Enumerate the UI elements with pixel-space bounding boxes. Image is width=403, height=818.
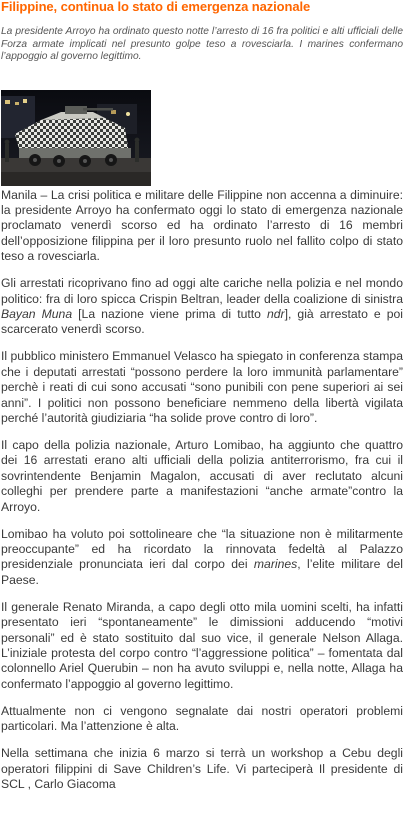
article-title: Filippine, continua lo stato di emergenza nazionale <box>1 0 311 14</box>
article-paragraph-2-text-a: Gli arrestati ricoprivano fino ad oggi alte cariche nella polizia e nel mondo politico: fra di loro spicca Crispin Beltran, leader della coalizione di sinistra <box>1 276 403 306</box>
article-paragraph-2-text-c: [La nazione viene prima di tutto <box>72 306 267 321</box>
article-paragraph-7: Attualmente non ci vengono segnalate dai nostri operatori problemi particolari. Ma l’attenzione è alta. <box>1 703 403 734</box>
article-paragraph-6: Il generale Renato Miranda, a capo degli otto mila uomini scelti, ha infatti presentato ieri “spontaneamente” le dimissioni adducendo “motivi personali” ed è stato sostituito dal suo vice, il generale Nelson Allaga. L’iniziale protesta del corpo contro “l’aggressione politica” – fomentata dal colonnello Ariel Querubin – non ha avuto sviluppi e, nella notte, Allaga ha confermato l’appoggio al governo legittimo. <box>1 599 403 691</box>
marines-term: marines <box>253 557 298 572</box>
article-paragraph-5 <box>1 527 403 589</box>
article-paragraph-2-text-e: ], già arrestato e poi scarcerato venerdì scorso. <box>1 306 403 337</box>
armored-vehicle-night-image <box>1 90 151 186</box>
article-lead: La presidente Arroyo ha ordinato questo notte l’arresto di 16 fra politici e alti ufficiali delle Forza armate implicati nel presunto golpe teso a rovesciarla. I marines confermano l’appoggio al governo legittimo. <box>1 26 403 62</box>
article-paragraph-2 <box>1 276 403 338</box>
article-paragraph-8: Nella settimana che inizia 6 marzo si terrà un workshop a Cebu degli operatori filippini di Save Children’s Life. Vi parteciperà Il presidente di SCL , Carlo Giacoma <box>1 746 403 792</box>
article-paragraph-1: Manila – La crisi politica e militare delle Filippine non accenna a diminuire: la presidente Arroyo ha confermato oggi lo stato di emergenza nazionale proclamato venerdì scorso ed ha ordinato l’arresto di 16 membri dell’opposizione filippina per il loro presunto ruolo nel fallito colpo di stato teso a rovesciarla. <box>1 187 403 264</box>
article-paragraph-4: Il capo della polizia nazionale, Arturo Lomibao, ha aggiunto che quattro dei 16 arrestati erano alti ufficiali della polizia antiterrorismo, fra cui il sovrintendente Benjamin Magalon, accusati di aver reclutato alcuni colleghi per prendere parte a manifestazioni “anche armate”contro la Arroyo. <box>1 437 403 514</box>
coalition-name: Bayan Muna <box>1 306 73 321</box>
article-paragraph-5-text-a: Lomibao ha voluto poi sottolineare che “la situazione non è militarmente preoccupante” ed ha ricordato la rinnovata fedeltà al Palazzo presidenziale pronunciata ieri dal corpo dei <box>1 526 403 572</box>
article-paragraph-5-text-c: , l’elite militare del Paese. <box>1 557 403 587</box>
article-photo <box>1 90 151 186</box>
article-paragraph-3: Il pubblico ministero Emmanuel Velasco ha spiegato in conferenza stampa che i deputati arrestati “possono perdere la loro immunità parlamentare” perchè i reati di cui sono accusati “sono punibili con pene superiori ai sei anni”. I politici non possono beneficiare nemmeno della libertà vigilata perché l’autorità giudiziaria “ha solide prove contro di loro”. <box>1 349 403 425</box>
editor-note: ndr <box>266 306 285 321</box>
